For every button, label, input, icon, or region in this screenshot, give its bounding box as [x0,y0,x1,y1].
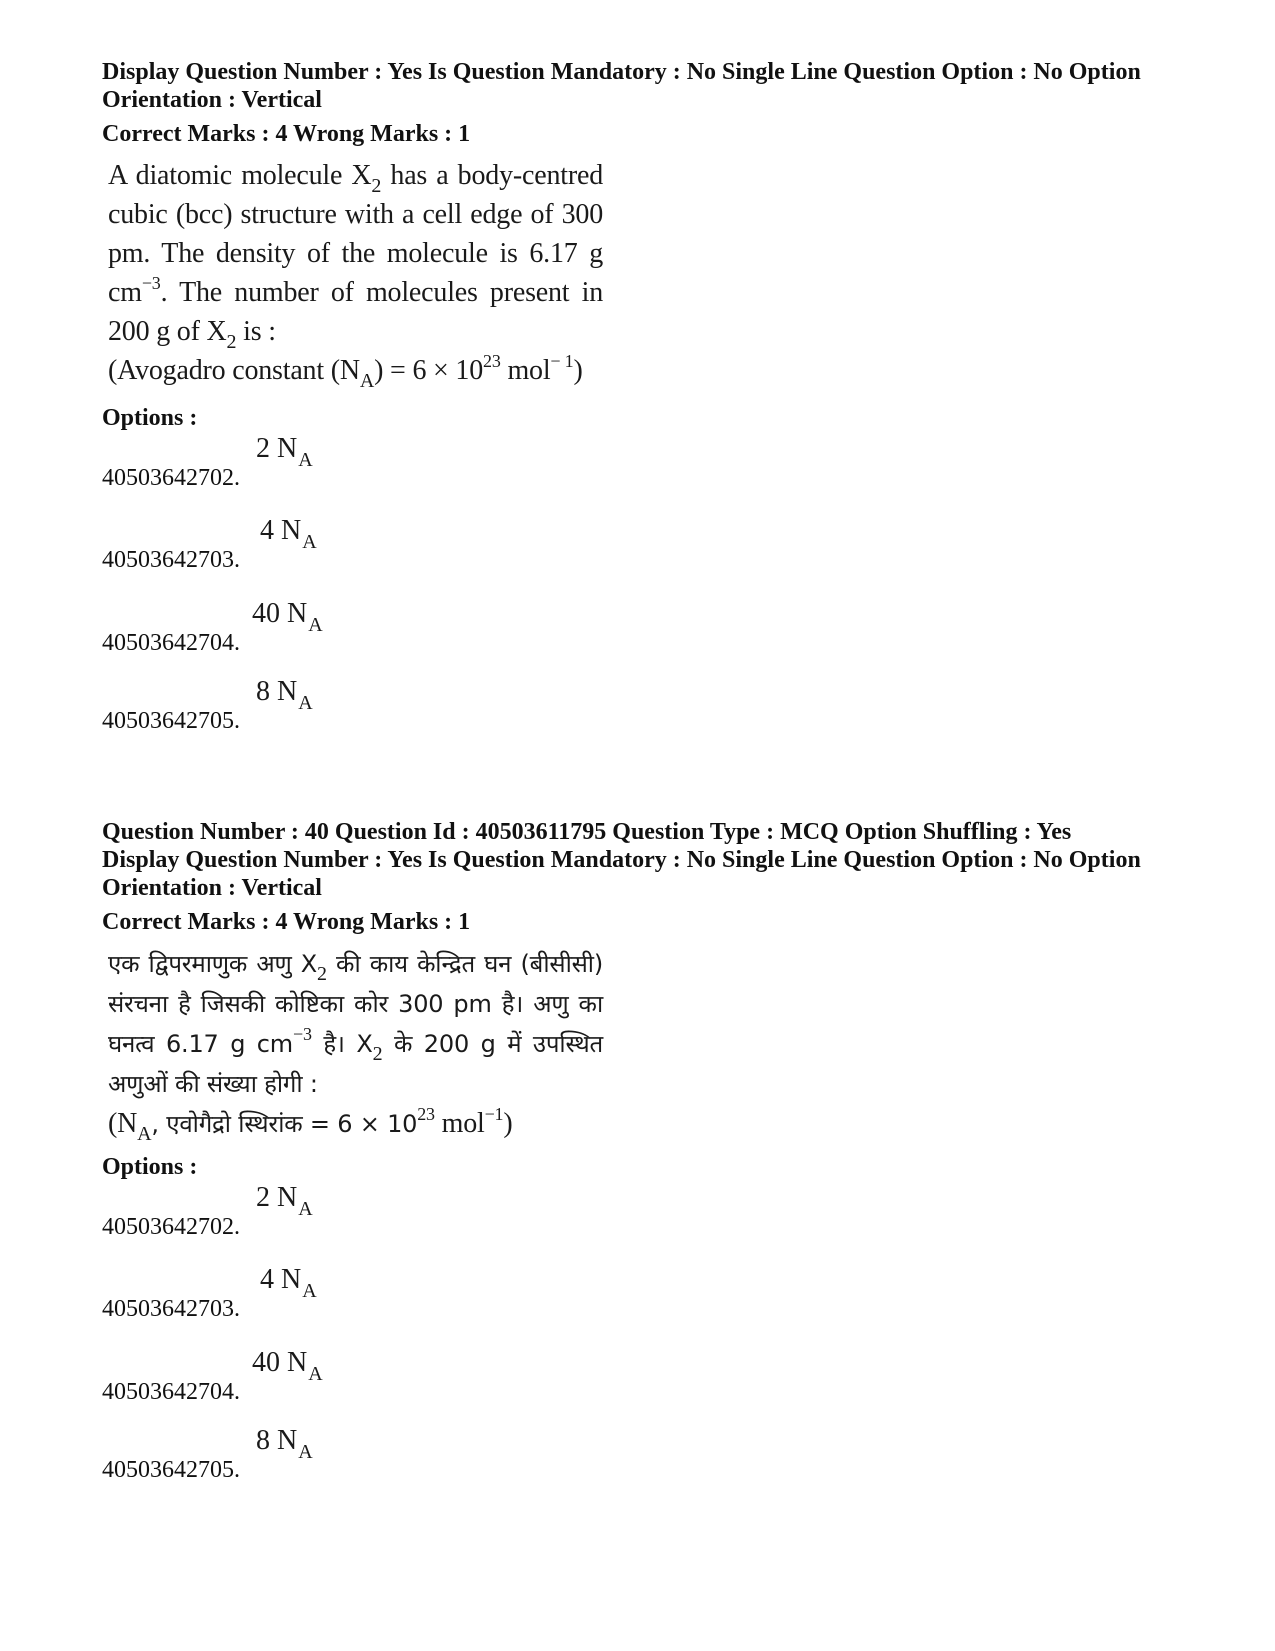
meta-line: Orientation : Vertical [102,875,322,901]
question-meta [102,818,1192,902]
option-item[interactable] [102,1424,702,1484]
meta-line: Display Question Number : Yes Is Question Mandatory : No Single Line Question Option : No Option [102,59,1141,85]
option-id: 40503642705. [102,1457,240,1483]
option-value: 2 $N_A$ [256,433,313,471]
option-id: 40503642704. [102,1379,240,1405]
option-id: 40503642702. [102,465,240,491]
marks-line: Correct Marks : 4 Wrong Marks : 1 [102,909,471,935]
option-item[interactable] [102,514,702,574]
question-text-hindi: एक द्विपरमाणुक अणु $X_2$ की काय केन्द्रित घन (बीसीसी) संरचना है जिसकी कोष्टिका कोर 300 pm है। अणु का घनत्व 6.17 g $cm^{-3}$ है। $X_2$ के 200 g में उपस्थित अणुओं की संख्या होगी : ($N_A$, एवोगैद्रो स्थिरांक = $6 \times 10^{23}$ mol$^{-1}$) [108,950,604,1145]
question-text-english: A diatomic molecule $X_2$ has a body-centred cubic (bcc) structure with a cell edge of 300 pm. The density of the molecule is 6.17 g $cm^{-3}$. The number of molecules present in 200 g of $X_2$ is : (Avogadro constant $(N_A) = 6 \times 10^{23}$ mol$^{- 1}$) [108,160,603,392]
meta-line: Display Question Number : Yes Is Question Mandatory : No Single Line Question Option : No Option [102,847,1141,873]
option-id: 40503642705. [102,708,240,734]
question-meta [102,58,1192,114]
option-value: 4 $N_A$ [260,515,317,553]
option-item[interactable] [102,1263,702,1323]
option-value: 8 $N_A$ [256,676,313,714]
option-item[interactable] [102,432,702,492]
option-value: 2 $N_A$ [256,1182,313,1220]
marks-line: Correct Marks : 4 Wrong Marks : 1 [102,121,471,147]
option-id: 40503642703. [102,1296,240,1322]
meta-line: Question Number : 40 Question Id : 40503611795 Question Type : MCQ Option Shuffling : Yes [102,819,1072,845]
options-label: Options : [102,405,198,431]
option-id: 40503642702. [102,1214,240,1240]
option-id: 40503642703. [102,547,240,573]
option-item[interactable] [102,1346,702,1406]
option-value: 4 $N_A$ [260,1264,317,1302]
option-value: 8 $N_A$ [256,1425,313,1463]
option-value: 40 $N_A$ [252,1347,323,1385]
option-value: 40 $N_A$ [252,598,323,636]
option-id: 40503642704. [102,630,240,656]
options-label: Options : [102,1154,198,1180]
option-item[interactable] [102,675,702,735]
meta-line: Orientation : Vertical [102,87,322,113]
option-item[interactable] [102,1181,702,1241]
option-item[interactable] [102,597,702,657]
